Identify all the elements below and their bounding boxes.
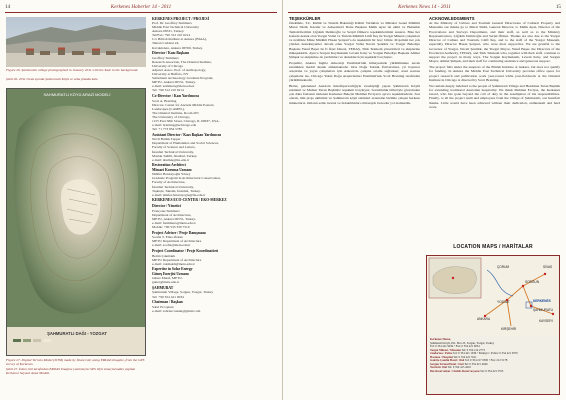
left-journal-title: Kerkenes Haberler 14 - 2011 bbox=[110, 4, 172, 10]
tesekkur-paragraph: Bizler, geleneksel Anadolu misafirperverliğiyle evsahipliği yapan Şahmuratlı Köylü sakinleri ve Muhtar Turan Başbük'e teşekkür borçluyuz. Sorumluluk bilinciyle görevinden çok daha fazlasını üstlenen Kerkenes Bekçisi Mehmet Erciyas'a ayrıca teşekkürederiz. Son olarak, tüm proje ekibimiz ve Şahmuratlı köyü sakinleri arasından bizimle çalışan herkese minnettarız. Onların azmi, hevesi ve fedakârlıkları olmasaydı bu kadar yol alamazdık. bbox=[289, 83, 420, 105]
tesekkur-heading: TEŞEKKÜRLER bbox=[289, 16, 321, 21]
credit-block bbox=[152, 198, 278, 202]
credit-heading: Expertise in Solar Energy Güneş Enerjisi Uzmanı bbox=[152, 267, 193, 276]
credit-heading: Director / Yönetici bbox=[152, 204, 182, 209]
legend-entry: Bus Reservation / Otobüs Rezervasyonu Tel: 0 354 421 5555 bbox=[430, 368, 504, 373]
tesekkur-column bbox=[289, 16, 420, 107]
acknowledgments-paragraph: The project falls under the auspices of the British Institute at Ankara, but does not qualify for funding. In Ankara the Middle East Technical University provides office space for project research and publication work year-round while post-fieldwork at the Oriental Institute in Chicago is directed by Scott Branting. bbox=[429, 65, 560, 82]
credit-block bbox=[152, 94, 278, 131]
map-label-sahmuratli: ŞAHMURATLI bbox=[533, 308, 554, 312]
legend-entry: Yozgat Müzesi / Museum Tel: 0 354 212 2773 bbox=[430, 347, 485, 352]
acknowledgments-paragraph: At the Ministry of Culture and Tourism General Directorate of Cultural Property and Museums our thanks go to Murat Süslü, General Director, to Melik Ayaz, Director of the Excavations and Surveys Department, and their staff, as well as to the Ministry Representatives, Çiğdem Demiroğlu and Serpil Ölmez. Thanks are also due to the Yozgat Director of Culture and Tourism, Lütfi İleş, and to the staff of the Yozgat Museum, especially Director Hasan Şenyurt, who were most supportive. We are grateful to the Governor of Yozgat, Necati Şentürk, the Yozgat Mayor, Yusuf Başer, the Directors of the Provincial Authority, TEDAŞ, and Türk Telekom who, together with their staff, continue to support the project in many ways. The Sorgun Kaymakamı, Levent Kılıç, and Sorgun Mayor, Ahmet Şimşek, and their staff for continuing assistance and generous support. bbox=[429, 21, 560, 64]
left-page-number: 14 bbox=[5, 4, 11, 10]
figure26-caption-tr: Şekil 26. 2011 Ocak ayında Şahmuratlı Köyü ve arka planda kale. bbox=[6, 76, 99, 81]
dem-top-label: SAHMURATLI KÖYÜ ARAZİ MODELİ bbox=[43, 92, 111, 97]
legend-entry: Jandarma / Police Tel: 0 354 421 1036 • Emniyet / Police: 0 354 421 3070 bbox=[430, 351, 518, 355]
credit-block bbox=[152, 17, 278, 50]
credit-heading: Project Adviser / Proje Danışmanı bbox=[152, 230, 206, 235]
legend-entry: Kerkenes House, Şahmuratlı Köyü, P.K. Box 23, Sorgun, Yozgat, Turkey Tel: 0 354 421 9034 • Fax: 0 354 421 9034 bbox=[430, 337, 495, 348]
village-photo bbox=[6, 17, 146, 67]
credit-heading: Co-Director / Kazı Yardımcısı bbox=[152, 94, 199, 99]
village-photo-image bbox=[6, 17, 146, 67]
credit-body: Nilüfer Baturayoğlu Yöney Graduate Program in Architectural Conservation, Faculty of Architecture, İstanbul Technical University, Taşkışla, Taksim, İstanbul, Turkey. e-mail: nilufer.baturayoglu@itu.edu.tr bbox=[152, 172, 221, 197]
credit-block bbox=[152, 231, 278, 248]
location-map bbox=[426, 255, 560, 395]
credit-body: Sabri Ercoşkun e-mail: sabriercoskun@gmail.com bbox=[152, 304, 201, 313]
map-legend bbox=[430, 338, 558, 373]
credit-block bbox=[152, 163, 278, 196]
credit-heading: Director / Kazı Başkanı bbox=[152, 51, 190, 56]
credit-body: Nevil Bullek Tepper Department of Humanities and Social Sciences, Faculty of Science and Letters, İstanbul Technical University, Maslak 34469, İstanbul, Turkey. e-mail: nbullek@itu.edu.tr bbox=[152, 137, 219, 162]
credit-heading: KERKENES ECO-CENTER / EKO-MERKEZ bbox=[152, 198, 227, 203]
map-label-ankara: ANKARA bbox=[477, 317, 491, 321]
figure27-caption: Figure 27. Digital Terrain Model (DTM) made by İslam Gül, using ERDAS Imagine, from the GPS survey of Kerkenes. bbox=[6, 358, 145, 367]
credit-body: Geoffrey Summers Research Associate, The Oriental Institute, University of Chicago Adjunct Assoc. Prof. of Anthropology, University at Buffalo, NY Settlement Archaeology Graduate Program, METU, Ankara 06531, Turkey. e-mail: summers@metu.edu.tr Tel: +90 312 210 6214 bbox=[152, 55, 214, 93]
legend-entry: Galeria Çamlık Hotel / Otel Tel: 0 354 217 0300 • Fax: 212 5178 bbox=[430, 358, 508, 362]
legend-entry: Touristic Otel Tel: 0 354 415 4210 bbox=[430, 365, 471, 369]
credit-body: Françoise Summers Department of Architecture, METU, Ankara 06531, Turkey. e-mail: fsummers@metu.edu.tr Mobile: +90 533 330 7519 bbox=[152, 208, 196, 230]
terrain-model-image bbox=[7, 89, 146, 356]
credit-block bbox=[152, 249, 278, 266]
map-label-sorgun: SORGUN bbox=[525, 280, 539, 284]
credit-block bbox=[152, 133, 278, 162]
acknowledgments-column bbox=[429, 16, 560, 111]
figure26-caption: Figure 26. Şahmuratlı village photographed in January 2011 with the Kale in the background. bbox=[6, 68, 139, 72]
credit-body: Soofia T. Elias-Özkan METU Department of Architecture e-mail: soofia@metu.edu.tr bbox=[152, 235, 202, 248]
tesekkur-paragraph: Projemiz, Ankara İngiliz Arkeoloji Enstitüsü'nün himayesinde yürütülmekte ancak enstitüden maddi destek almamaktadır. Orta Doğu Teknik Üniversitesi, yıl boyunca araştırma ve yayın çalışmaları için Ankara'da çalışma ortamı sağlarken; arazi sonrası çalışmalar ise, Chicago Yakın Doğu Araştırmaları Enstitüsü'nde Scott Branting tarafından yürütülmektedir. bbox=[289, 60, 420, 82]
credit-body: Scott A. Branting Director, Center for Ancient Middle Eastern Landscapes (CAMEL), The Oriental Institute, Room 207, The University of Chicago, 1155 East 58th Street, Chicago, IL 60637, USA. e-mail: branting@uchicago.edu Tel: +1 773 834 5785 bbox=[152, 98, 220, 132]
credit-body: Bertin Çakmaklı METU Department of Architecture e-mail: cakmakli@metu.edu.tr bbox=[152, 253, 202, 266]
left-header-rule bbox=[5, 12, 277, 13]
credit-body: Prof. Dr. Geoffrey Summers Middle East Technical University Ankara 06531, Turkey. Tel/Fax: +90 312 210 6214 C/o British Institute at Ankara (BIAA), Tahran Caddesi 24, Kavaklıdere, Ankara 06700, Turkey. bbox=[152, 21, 207, 50]
credit-heading: Assistant Director / Kazı Başkan Yardımcısı bbox=[152, 132, 222, 137]
credit-heading: Restoration Architect Mimari Koruma Uzmanı bbox=[152, 163, 192, 172]
credit-block bbox=[152, 300, 278, 313]
credit-heading: Chairman / Başkan bbox=[152, 300, 183, 305]
right-header-rule bbox=[288, 12, 561, 13]
credit-body: Şahmuratlı Village, Sorgun, Yozgat, Turkey Tel: +90 354 421 9034 bbox=[152, 290, 214, 299]
location-maps-title: LOCATION MAPS / HARİTALAR bbox=[453, 244, 533, 250]
location-map-image bbox=[427, 256, 560, 336]
credits-column bbox=[152, 15, 278, 313]
figure27-caption-tr: Şekil 27. İslam Gül tarafından ERDAS Imagine yazılımıyla GPS ölçü sonuçlarından yapılan Kerkenes Sayısal Arazi Modeli. bbox=[6, 366, 136, 375]
right-journal-title: Kerkenes News 14 - 2011 bbox=[398, 4, 451, 10]
map-label-yozgat: YOZGAT bbox=[497, 300, 510, 304]
map-label-kayseri: KAYSERİ bbox=[539, 319, 553, 323]
credit-block bbox=[152, 286, 278, 299]
map-label-kerkenes: KERKENES bbox=[533, 299, 551, 303]
credit-block bbox=[152, 51, 278, 92]
credit-heading: ŞAHMURAT bbox=[152, 286, 174, 290]
tesekkur-paragraph: Özeklikle, T.C. Kültür ve Turizm Bakanlığı Kültür Varlıkları ve Müzeler Genel Müdürü Murat Süslü, Kazılar ve Arkeometri Daire Başkanı Melik Ayaz ile ekibi ve Bakanlık Temsilcilerimiz Çiğdem Demiroğlu ve Serpil Ölmez'e teşekkürlerimizi sunarız. Bize her konuda destek olan Yozgat Valisi ve Turizm Müdürü Lütfi İleş ile Yozgat Müzesi çalışanları ve özellikle Müze Müdürü Hasan Şenyurt'a da teşekkürü bir borç biliriz. Projemizi her çok yönden destekleyenler devam eden Yozgat Valisi Necati Şentürk ve Yozgat Belediye Başkanı Yusuf Başer ile İl Özel İdaresi, TEDAŞ, Türk Telekom yöneticileri ve ekiplerine müteşekkiriz. Ayrıca Sorgun Kaymakamı Levent Kılıç ve Sorgun Belediye Başkanı Ahmet Şimşek ve ekiplerine de yardımları ve destekleri için teşekkür borçluyuz. bbox=[289, 21, 420, 59]
credit-heading: Project Coordinator / Proje Koordinatörü bbox=[152, 249, 219, 254]
acknowledgments-heading: ACKNOWLEDGMENTS bbox=[429, 16, 475, 21]
legend-entry: Sorgun Termal Hotel / Otel Tel: 0 354 415 4040 bbox=[430, 361, 488, 366]
acknowledgments-paragraph: We remain deeply indebted to the people of Şahmuratlı Village and Headman Turan Başbük for extending traditional Anatolian hospitality. We thank Mehmet Erciyas, the Kerkenes Guard, who has gone beyond the call of duty in the assumption of his responsibilities. Finally, to all the project team and employees from the village of Şahmuratlı, our heartfelt thanks. Little would have been achieved without their dedication, enthusiasm and hard work. bbox=[429, 83, 560, 109]
dem-bottom-label: ŞAHMURATLI DAĞI - YOZGAT bbox=[47, 331, 107, 336]
credit-body: Güner Mutaf, METU. guner@metu.edu.tr bbox=[152, 276, 183, 285]
terrain-model-map bbox=[6, 88, 146, 356]
map-label-sivas: SİVAS bbox=[543, 265, 553, 269]
right-page-number: 15 bbox=[555, 4, 561, 10]
credit-heading: KERKENES PROJECT / PROJESİ bbox=[152, 16, 209, 21]
credit-block bbox=[152, 267, 278, 284]
map-label-kirsehir: KIRŞEHİR bbox=[501, 327, 517, 331]
right-page bbox=[283, 0, 566, 400]
map-label-corum: ÇORUM bbox=[497, 265, 510, 269]
credit-block bbox=[152, 204, 278, 229]
legend-entry: Hastane / Hospital Tel: 0 354 421 5511 bbox=[430, 354, 477, 359]
